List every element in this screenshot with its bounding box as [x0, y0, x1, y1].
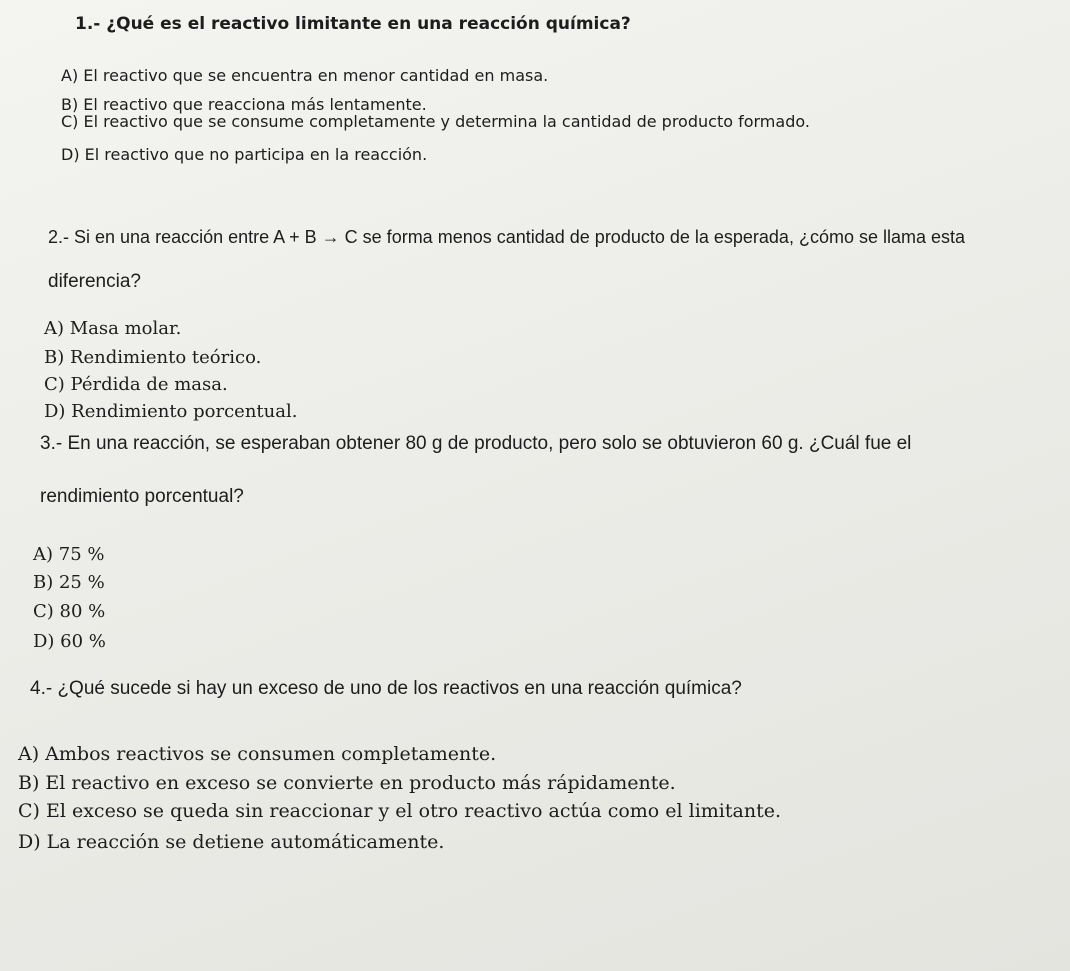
question-2-option-a: A) Masa molar. [44, 318, 182, 339]
question-2-option-c: C) Pérdida de masa. [44, 374, 228, 395]
question-1-text: 1.- ¿Qué es el reactivo limitante en una reacción química? [75, 14, 631, 34]
question-3-text-line-1: 3.- En una reacción, se esperaban obtener 80 g de producto, pero solo se obtuvieron 60 g. ¿Cuál fue el [40, 433, 912, 454]
question-2-option-d: D) Rendimiento porcentual. [44, 401, 298, 422]
question-3-option-c: C) 80 % [33, 601, 106, 622]
question-3-option-a: A) 75 % [33, 544, 105, 565]
question-1-option-d: D) El reactivo que no participa en la reacción. [61, 145, 428, 164]
question-2-text-line-2: diferencia? [48, 271, 141, 292]
question-3-option-b: B) 25 % [33, 572, 105, 593]
question-3-option-d: D) 60 % [33, 631, 106, 652]
question-2-option-b: B) Rendimiento teórico. [44, 347, 262, 368]
question-4-text: 4.- ¿Qué sucede si hay un exceso de uno de los reactivos en una reacción química? [30, 678, 742, 699]
question-1-option-a: A) El reactivo que se encuentra en menor cantidad en masa. [61, 66, 549, 85]
question-1-option-b: B) El reactivo que reacciona más lentamente. [61, 95, 427, 114]
question-1-option-c: C) El reactivo que se consume completamente y determina la cantidad de producto formado. [61, 112, 810, 131]
question-3-text-line-2: rendimiento porcentual? [40, 486, 244, 507]
question-4-option-b: B) El reactivo en exceso se convierte en producto más rápidamente. [18, 772, 676, 794]
question-4-option-c: C) El exceso se queda sin reaccionar y el otro reactivo actúa como el limitante. [18, 800, 781, 822]
question-2-text-line-1: 2.- Si en una reacción entre A + B → C se forma menos cantidad de producto de la esperada, ¿cómo se llama esta [48, 227, 966, 247]
question-4-option-d: D) La reacción se detiene automáticamente. [18, 831, 445, 853]
question-4-option-a: A) Ambos reactivos se consumen completamente. [18, 743, 497, 765]
